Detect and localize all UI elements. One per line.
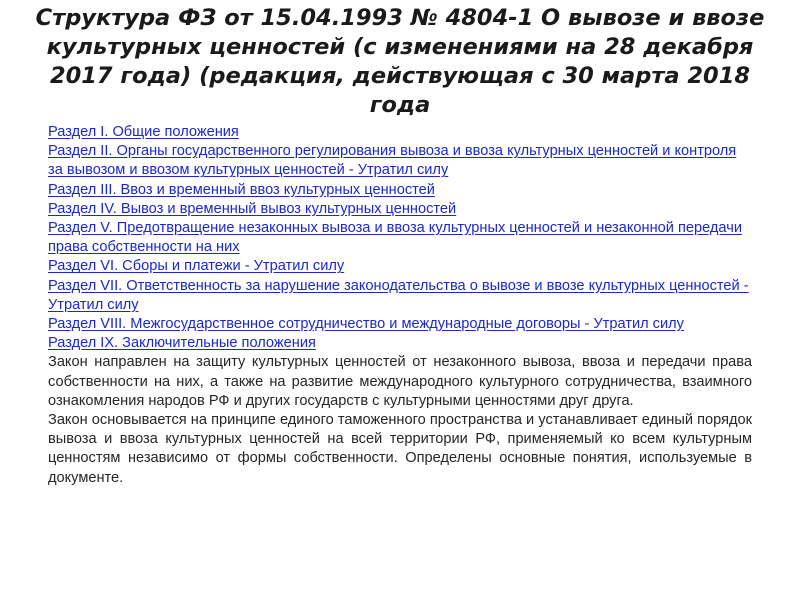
toc-link-section-5[interactable]: Раздел V. Предотвращение незаконных вывоза и ввоза культурных ценностей и незаконной передачи права собственности на них (48, 220, 742, 256)
toc-link-section-2[interactable]: Раздел II. Органы государственного регулирования вывоза и ввоза культурных ценностей и контроля за вывозом и ввозом культурных ценностей - Утратил силу (48, 143, 737, 179)
toc-item (48, 200, 752, 219)
toc-item (48, 315, 752, 334)
toc-link-section-7[interactable]: Раздел VII. Ответственность за нарушение законодательства о вывозе и ввозе культурных ценностей - Утратил силу (48, 277, 749, 313)
toc-link-section-6[interactable]: Раздел VI. Сборы и платежи - Утратил силу (48, 258, 345, 275)
toc-link-section-3[interactable]: Раздел III. Ввоз и временный ввоз культурных ценностей (48, 181, 435, 198)
toc-item (48, 142, 752, 180)
toc-item (48, 219, 752, 257)
toc-item (48, 277, 752, 315)
toc-item (48, 181, 752, 200)
toc-link-section-4[interactable]: Раздел IV. Вывоз и временный вывоз культурных ценностей (48, 200, 457, 217)
page-title: Структура ФЗ от 15.04.1993 № 4804-1 О вывозе и ввозе культурных ценностей (с изменениями на 28 декабря 2017 года) (редакция, действующая с 30 марта 2018 года (35, 5, 765, 118)
document-body (48, 123, 752, 488)
summary-paragraph-1: Закон направлен на защиту культурных ценностей от незаконного вывоза, ввоза и передачи права собственности на них, а также на развитие международного культурного сотрудничества, взаимного ознакомления народов РФ и других государств с культурными ценностями друг друга. (48, 354, 752, 409)
toc-item (48, 334, 752, 353)
toc-item (48, 257, 752, 276)
table-of-contents (48, 123, 752, 353)
summary-paragraph-2: Закон основывается на принципе единого таможенного пространства и устанавливает единый порядок вывоза и ввоза культурных ценностей на всей территории РФ, применяемый ко всем культурным ценностям независимо от формы собственности. Определены основные понятия, используемые в документе. (48, 412, 752, 486)
toc-link-section-1[interactable]: Раздел I. Общие положения (48, 124, 239, 140)
toc-item (48, 123, 752, 142)
toc-link-section-8[interactable]: Раздел VIII. Межгосударственное сотрудничество и международные договоры - Утратил силу (48, 316, 684, 333)
toc-link-section-9[interactable]: Раздел IX. Заключительные положения (48, 335, 316, 352)
